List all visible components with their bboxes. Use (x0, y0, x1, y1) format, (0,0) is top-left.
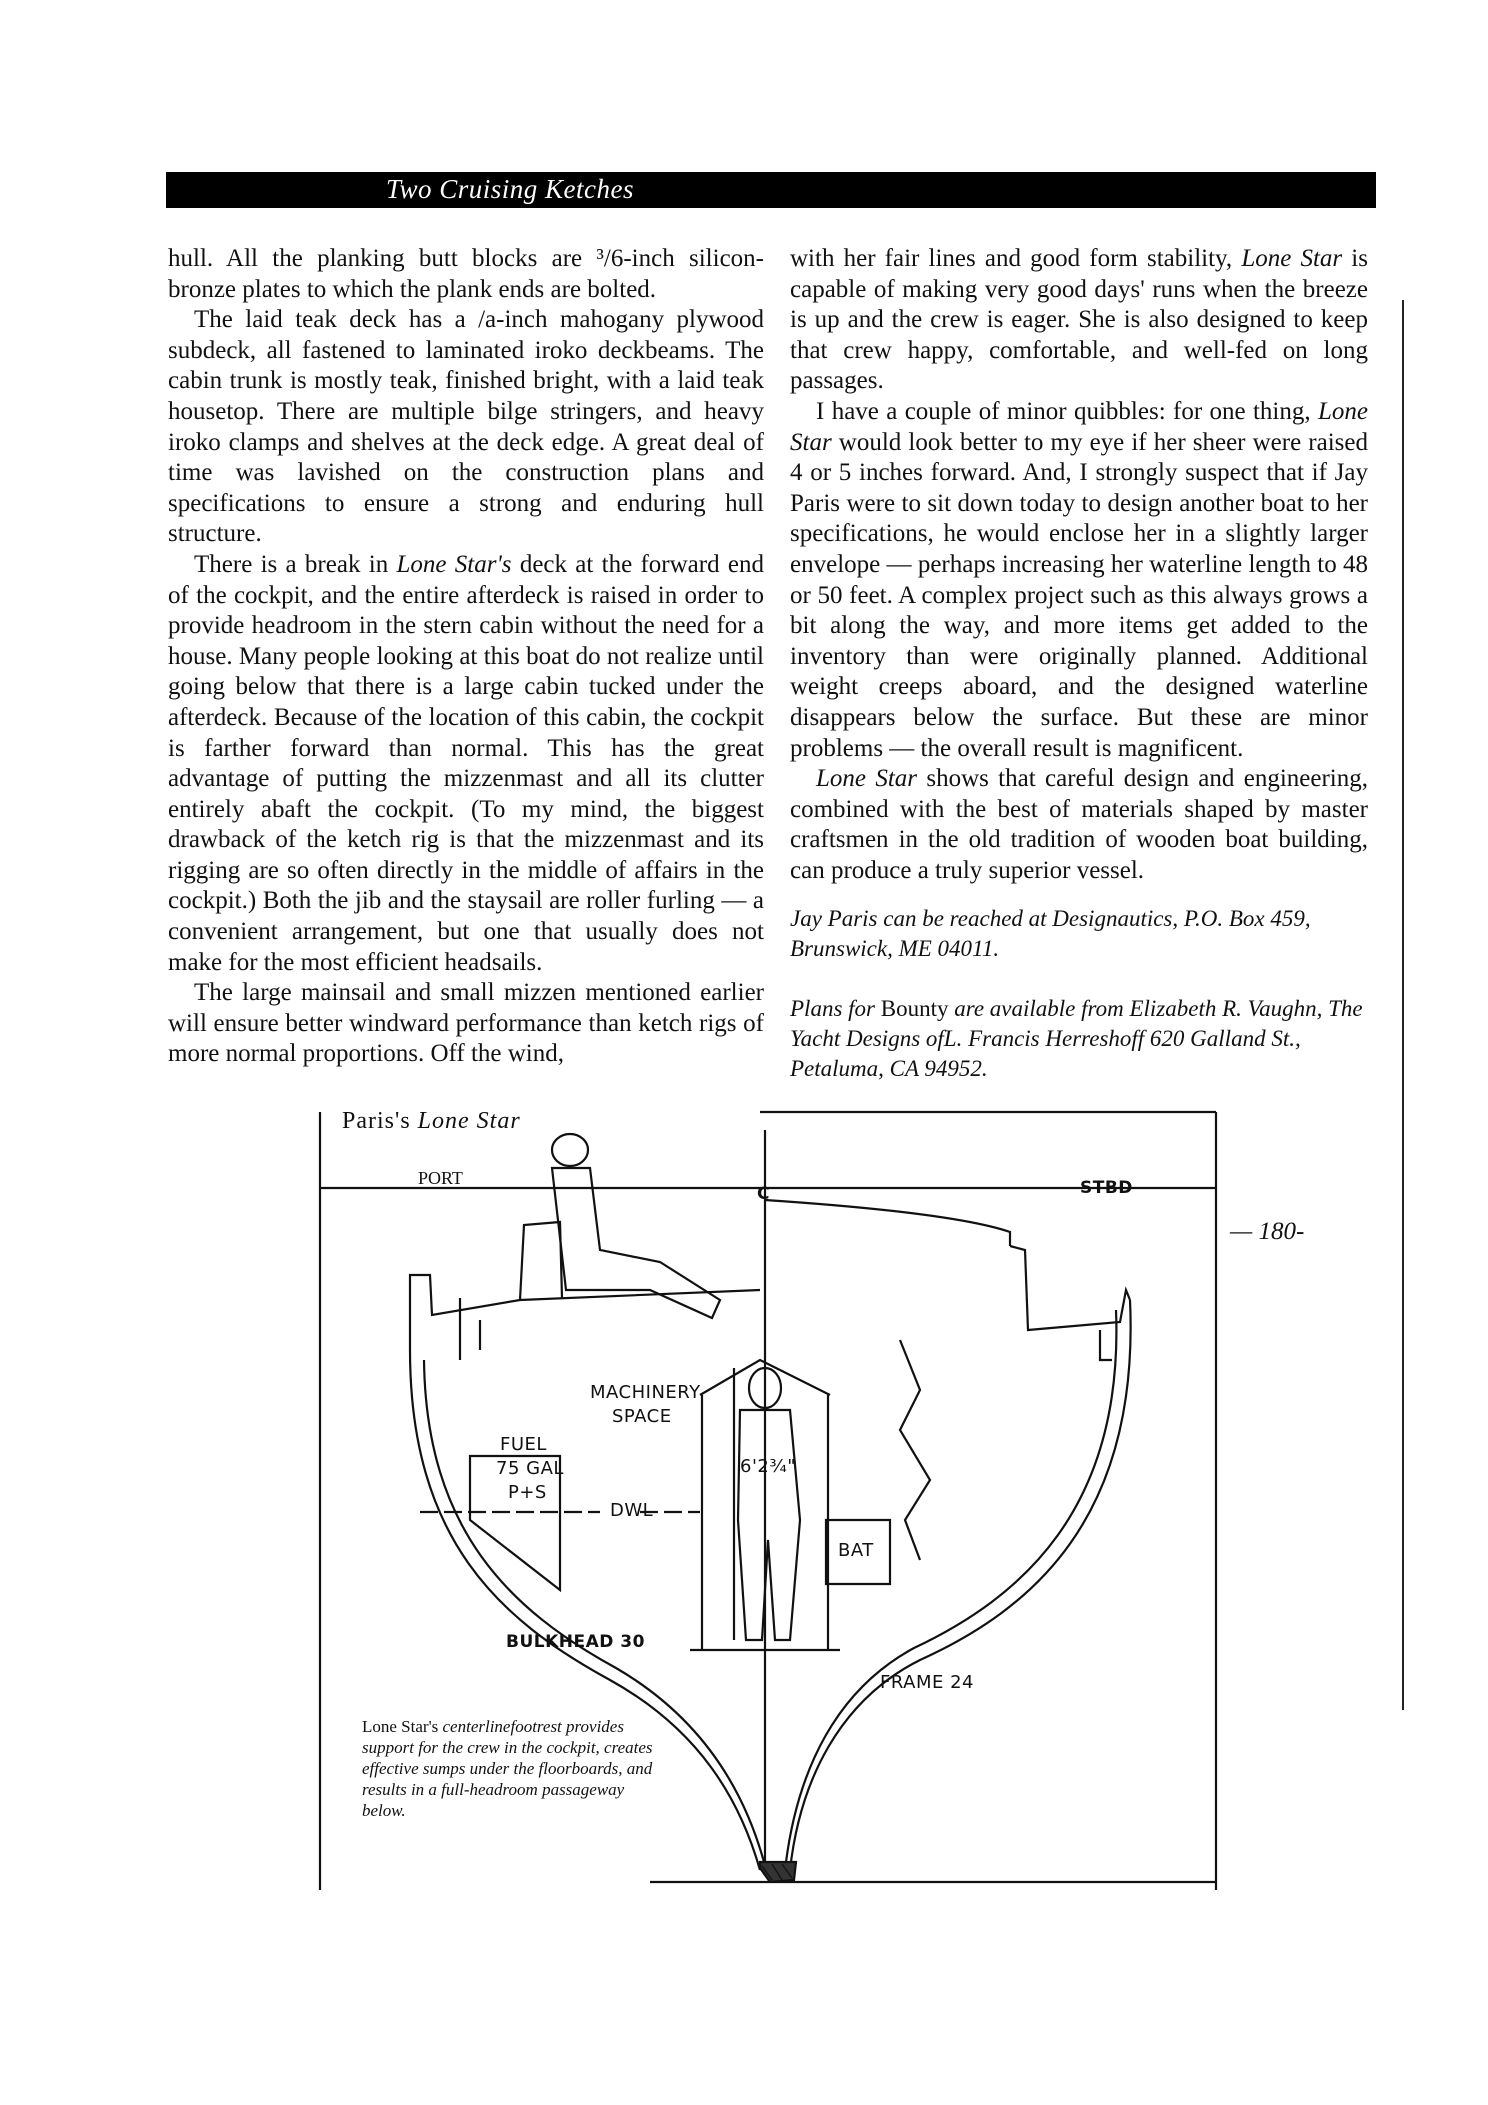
standing-figure-head (749, 1368, 781, 1408)
fuel-label-3: P+S (508, 1482, 547, 1503)
port-deck (410, 1275, 760, 1350)
footrest-peak (700, 1360, 830, 1395)
column-rule (1402, 300, 1404, 1710)
figure-caption: Lone Star's centerlinefootrest provides support for the crew in the cockpit, creates effective sumps under the floorboards, and results in a full-headroom passageway below. (362, 1717, 653, 1820)
contact-note: Jay Paris can be reached at Designautics, P.O. Box 459, Brunswick, ME 04011. (790, 906, 1311, 962)
bulkhead-label: BULKHEAD 30 (506, 1632, 645, 1652)
seated-figure-head (552, 1134, 588, 1166)
right-paragraph-3: Lone Star shows that careful design and engineering, combined with the best of materials shaped by master craftsmen in the old tradition of wooden boat building, can produce a truly superior vessel. (790, 765, 1368, 884)
running-header-title: Two Cruising Ketches (386, 174, 635, 204)
left-paragraph-1: hull. All the planking butt blocks are ³/6-inch silicon-bronze plates to which the plank ends are bolted. (168, 245, 764, 303)
hull-stbd-inner (786, 1310, 1116, 1862)
left-column (168, 244, 764, 1070)
frame-label: FRAME 24 (880, 1672, 974, 1693)
port-clamp (460, 1298, 480, 1360)
cutaway-edge (900, 1340, 930, 1560)
stbd-label: STBD (1080, 1178, 1133, 1198)
stbd-clamp (1100, 1330, 1112, 1360)
page-number: — 180- (1230, 1218, 1305, 1245)
dwl-label: DWL (610, 1500, 654, 1521)
right-paragraph-1: with her fair lines and good form stability, Lone Star is capable of making very good days' runs when the breeze is up and the crew is eager. She is also designed to keep that crew happy, comfortable, and well-fed on long passages. (790, 245, 1368, 395)
machinery-label-1: MACHINERY (590, 1382, 701, 1403)
hull-stbd-outer (790, 1300, 1131, 1870)
port-label: PORT (418, 1168, 463, 1188)
height-label: 6'2¾" (740, 1456, 797, 1477)
keel-hatching (762, 1864, 792, 1880)
passageway-walls (702, 1395, 828, 1650)
machinery-label-2: SPACE (612, 1406, 672, 1427)
plans-note: Plans for Bounty are available from Elizabeth R. Vaughn, The Yacht Designs ofL. Francis Herreshoff 620 Galland St., Petaluma, CA 94952. (790, 996, 1363, 1082)
stbd-cabin-top (765, 1200, 1010, 1246)
stbd-cabin-side (1010, 1246, 1130, 1330)
seated-figure-body (552, 1168, 720, 1318)
centerline-label: C (757, 1184, 770, 1204)
left-paragraph-2: The laid teak deck has a /a-inch mahogany plywood subdeck, all fastened to laminated iroko deckbeams. The cabin trunk is mostly teak, finished bright, with a laid teak housetop. There are multiple bilge stringers, and heavy iroko clamps and shelves at the deck edge. A great deal of time was lavished on the construction plans and specifications to ensure a strong and enduring hull structure. (168, 306, 764, 548)
left-paragraph-3: There is a break in Lone Star's deck at the forward end of the cockpit, and the entire afterdeck is raised in order to provide headroom in the stern cabin without the need for a house. Many people looking at this boat do not realize until going below that there is a large cabin tucked under the afterdeck. Because of the location of this cabin, the cockpit is farther forward than normal. This has the great advantage of putting the mizzenmast and all its clutter entirely abaft the cockpit. (To my mind, the biggest drawback of the ketch rig is that the mizzenmast and its rigging are so often directly in the middle of affairs in the cockpit.) Both the jib and the staysail are roller furling — a convenient arrangement, but one that usually does not make for the most efficient headsails. (168, 550, 764, 976)
port-coaming (520, 1222, 562, 1300)
right-column (790, 244, 1368, 1084)
standing-figure-body (738, 1410, 800, 1640)
keel (760, 1862, 796, 1882)
running-header (166, 172, 1376, 208)
battery-label: BAT (838, 1540, 874, 1561)
right-paragraph-2: I have a couple of minor quibbles: for one thing, Lone Star would look better to my eye if her sheer were raised 4 or 5 inches forward. And, I strongly suspect that if Jay Paris were to sit down today to design another boat to her specifications, he would enclose her in a slightly larger envelope — perhaps increasing her waterline length to 48 or 50 feet. A complex project such as this always grows a bit along the way, and more items get added to the inventory than were originally planned. Additional weight creeps aboard, and the designed waterline disappears below the surface. But these are minor problems — the overall result is magnificent. (790, 397, 1368, 762)
fuel-label-1: FUEL (500, 1434, 547, 1455)
boat-name: Lone Star's (396, 550, 512, 578)
fuel-label-2: 75 GAL (496, 1458, 564, 1479)
left-paragraph-4: The large mainsail and small mizzen mentioned earlier will ensure better windward performance than ketch rigs of more normal proportions. Off the wind, (168, 979, 764, 1068)
figure-title: Paris's Lone Star (342, 1108, 521, 1134)
